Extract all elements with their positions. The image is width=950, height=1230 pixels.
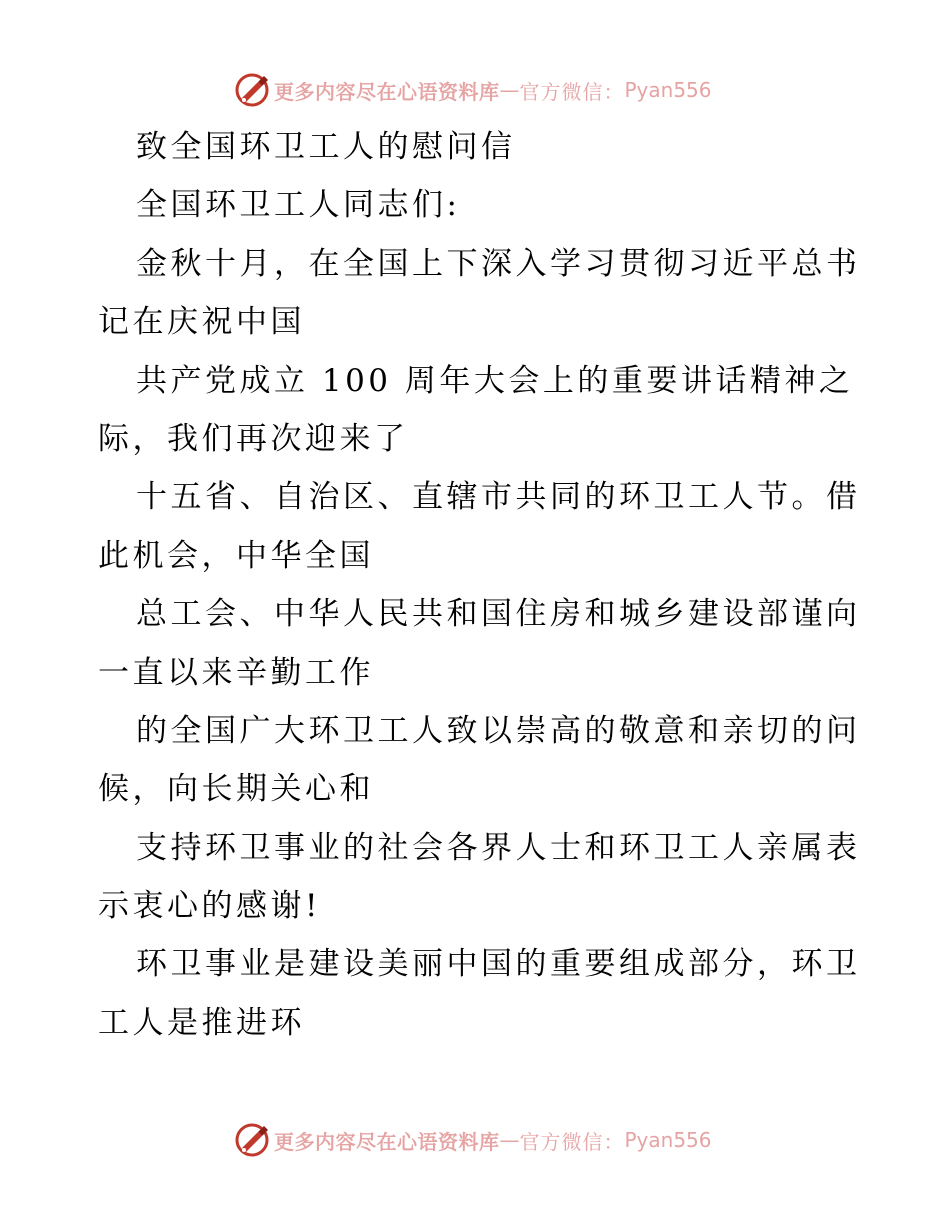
text-line: 的全国广大环卫工人致以崇高的敬意和亲切的问: [136, 712, 861, 749]
text-line: 示衷心的感谢!: [98, 888, 321, 925]
text-line: 一直以来辛勤工作: [98, 654, 374, 691]
pen-logo-icon: [234, 1122, 270, 1158]
page-footer-watermark: [234, 1120, 712, 1160]
text-line: 此机会，中华全国: [98, 537, 374, 574]
header-dash: —: [499, 78, 520, 102]
text-line: 金秋十月，在全国上下深入学习贯彻习近平总书: [136, 245, 861, 282]
text-line: 际，我们再次迎来了: [98, 420, 409, 457]
text-line: 共产党成立 100 周年大会上的重要讲话精神之: [136, 362, 854, 399]
footer-brand-text: 更多内容尽在心语资料库: [274, 1129, 500, 1154]
footer-wechat-label: 官方微信：: [519, 1129, 625, 1154]
salutation: 全国环卫工人同志们:: [136, 187, 461, 224]
text-line: 支持环卫事业的社会各界人士和环卫工人亲属表: [136, 829, 861, 866]
footer-dash: —: [499, 1128, 520, 1152]
header-brand-text: 更多内容尽在心语资料库: [274, 79, 500, 104]
text-line: 总工会、中华人民共和国住房和城乡建设部谨向: [136, 596, 861, 633]
text-line: 环卫事业是建设美丽中国的重要组成部分，环卫: [136, 946, 861, 983]
document-title: 致全国环卫工人的慰问信: [136, 129, 516, 165]
text-line: 十五省、自治区、直辖市共同的环卫工人节。借: [136, 479, 861, 516]
page-header-watermark: [234, 70, 712, 110]
header-wechat-label: 官方微信：: [519, 79, 625, 104]
document-body: [98, 118, 861, 1052]
header-wechat-id: Pyan556: [624, 78, 712, 102]
text-line: 候，向长期关心和: [98, 771, 374, 808]
footer-wechat-id: Pyan556: [624, 1128, 712, 1152]
text-line: 记在庆祝中国: [98, 304, 305, 341]
text-line: 工人是推进环: [98, 1004, 305, 1041]
pen-logo-icon: [234, 72, 270, 108]
